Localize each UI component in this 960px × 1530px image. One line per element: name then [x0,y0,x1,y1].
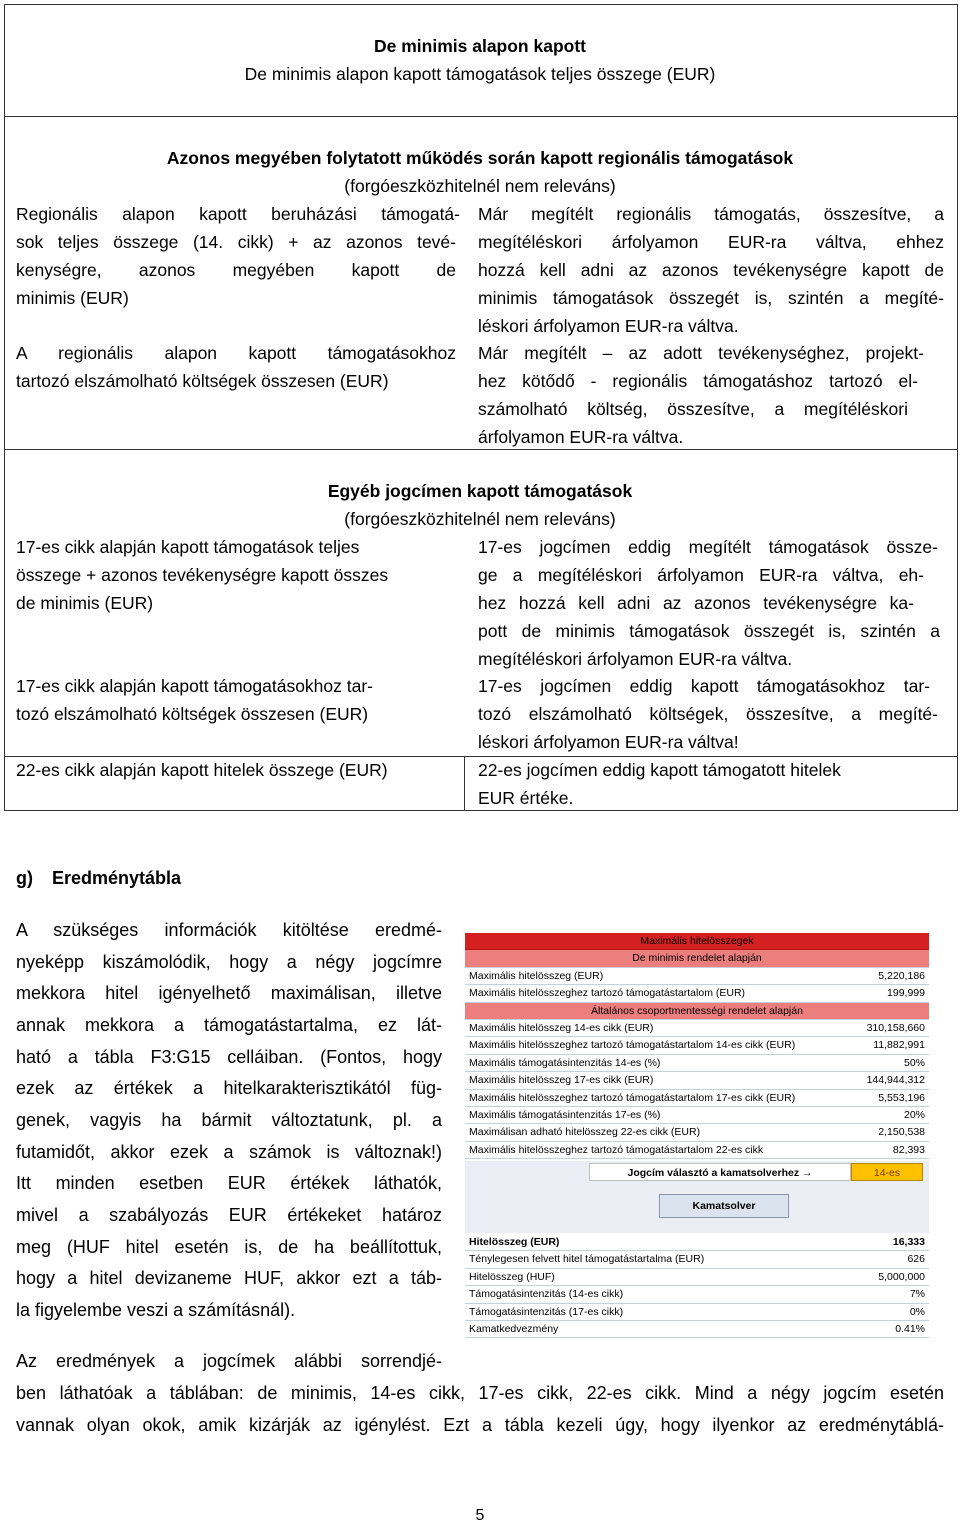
table-row: Maximális hitelösszeghez tartozó támogatástartalom (EUR) 199,999 [465,985,929,1002]
table-row: Maximális támogatásintenzitás 17-es (%) 20% [465,1107,929,1124]
other-divider [464,756,466,811]
other-left-3: 22-es cikk alapján kapott hitelek összege (EUR) [16,760,388,780]
other-note: (forgóeszközhitelnél nem releváns) [344,509,616,529]
claim-select[interactable]: 14-es [851,1163,923,1181]
table-row: Maximális hitelösszeg 17-es cikk (EUR) 144,944,312 [465,1072,929,1089]
table-row: Kamatkedvezmény 0.41% [465,1321,929,1338]
table-row: Hitelösszeg (HUF) 5,000,000 [465,1269,929,1286]
table-row: Maximálisan adható hitelösszeg 22-es cikk (EUR) 2,150,538 [465,1124,929,1141]
regional-note: (forgóeszközhitelnél nem releváns) [344,176,616,196]
table-row: Támogatásintenzitás (17-es cikk) 0% [465,1304,929,1321]
table-header: Maximális hitelösszegek [465,933,929,950]
table-row: Maximális hitelösszeghez tartozó támogatástartalom 17-es cikk (EUR) 5,553,196 [465,1090,929,1107]
de-minimis-title: De minimis alapon kapott [374,36,586,56]
document-page: De minimis alapon kapott De minimis alapon kapott támogatások teljes összege (EUR) Azonos megyében folytatott működés során kapott regionális támogatások (forgóeszközhitelnél nem releváns) Regionális alapon kapott beruházási támogatá- sok teljes összege (14. cikk) + az azonos tevé- kenységre, azonos megyében kapott de minimis (EUR) A regionális alapon kapott támogatásokhoz tartozó elszámolható költségek összesen (EUR) Már megítélt regionális támogatás, összesítve, a megítéléskori árfolyamon EUR-ra váltva, ehhez hozzá kell adni az azonos tevékenységre kapott de minimis támogatások összegét is, szintén a megíté- léskori árfolyamon EUR-ra váltva. Már megítélt – az adott tevékenységhez, projekt- hez kötődő - regionális támogatáshoz tartozó el- számolható költség, összesítve, a megítéléskori árfolyamon EUR-ra váltva. Egyéb jogcímen kapott támogatások (forgóeszközhitelnél nem releváns) 17-es cikk alapján kapott támogatások teljes összege + azonos tevékenységre kapott összes de minimis (EUR) 17-es cikk alapján kapott támogatásokhoz tar- tozó elszámolható költségek összesen (EUR) 22-es cikk alapján kapott hitelek összege (EUR) 17-es jogcímen eddig megítélt támogatások össze- ge a megítéléskori árfolyamon EUR-ra váltva, eh- hez hozzá kell adni az azonos tevékenységre ka- pott de minimis támogatások összegét is, szintén a megítéléskori árfolyamon EUR-ra váltva. 17-es jogcímen eddig kapott támogatásokhoz tar- tozó elszámolható költségek, összesítve, a megíté- léskori árfolyamon EUR-ra váltva! 22-es jogcímen eddig kapott támogatott hitelek EUR értéke. g) Eredménytábla A szükséges információk kitöltése eredmé- nyeképp kiszámolódik, hogy a négy jogcímre mekkora hitel igényelhető maximálisan, illetve annak mekkora a támogatástartalma, ez lát- ható a tábla F3:G15 celláiban. (Fontos, hogy ezek az értékek a hitelkarakterisztikától füg- genek, vagyis ha bármit változtatunk, pl. a futamidőt, akkor ezek a számok is változnak!) Itt minden esetben EUR értékek láthatók, mivel a szabályozás EUR értékeket határoz meg (HUF hitel esetén is, de ha beállítottuk, hogy a hitel devizaneme HUF, akkor ezt a táb- la figyelembe veszi a számításnál). Az eredmények a jogcímek alábbi sorrendjé- ben láthatóak a táblában: de minimis, 14-es cikk, 17-es cikk, 22-es cikk. Mind a négy jogcím esetén vannak olyan okok, amik kizárják az igénylést. Ezt a tábla kezeli úgy, hogy ilyenkor az eredménytáblá- Maximális hitelösszegek De minimis rendelet alapján Maximális hitelösszeg (EUR) 5,220,186 Maximális hitelösszeghez tartozó támogatástartalom (EUR) 199,999 Általános csoportmentességi rendelet alapján Maximális hitelösszeg 14-es cikk (EUR) 310,158,660 Maximális hitelösszeghez tartozó támogatástartalom 14-es cikk (EUR) 11,882,991 Maximális támogatásintenzitás 14-es (%) 50% Maximális hitelösszeg 17-es cikk (EUR) 144,944,312 Maximális hitelösszeghez tartozó támogatástartalom 17-es cikk (EUR) 5,553,196 Maximális támogatásintenzitás 17-es (%) 20% Maximálisan adható hitelösszeg 22-es cikk (EUR) 2,150,538 Maximális hitelösszeghez tartozó támogatástartalom 22-es cikk 82,393 Jogcím választó a kamatsolverhez → 14-es Kamatsolver Hitelösszeg (EUR) 16,333 Ténylegesen felvett hitel támogatástartalma (EUR) 626 Hitelösszeg (HUF) 5,000,000 Támogatásintenzitás (14-es cikk) 7% Támogatásintenzitás (17-es cikk) 0% Kamatkedvezmény 0.41% 5 [0,0,960,1523]
table-row: Maximális támogatásintenzitás 14-es (%) 50% [465,1055,929,1072]
result-table [465,933,929,1338]
table-subheader-deminimis: De minimis rendelet alapján [465,950,929,967]
de-minimis-subtitle: De minimis alapon kapott támogatások teljes összege (EUR) [244,64,716,84]
regional-title: Azonos megyében folytatott működés során kapott regionális támogatások [166,148,794,168]
chooser-label: Jogcím választó a kamatsolverhez → [589,1163,851,1181]
claim-chooser [465,1161,929,1183]
page-number: 5 [475,1507,485,1524]
table-subheader-gber: Általános csoportmentességi rendelet alapján [465,1003,929,1020]
table-row: Ténylegesen felvett hitel támogatástartalma (EUR) 626 [465,1251,929,1268]
table-row: Hitelösszeg (EUR) 16,333 [465,1234,929,1251]
section-heading: Eredménytábla [52,868,182,888]
table-row: Támogatásintenzitás (14-es cikk) 7% [465,1286,929,1303]
table-row: Maximális hitelösszeg 14-es cikk (EUR) 310,158,660 [465,1020,929,1037]
section-letter: g) [16,868,33,888]
kamatsolver-button[interactable]: Kamatsolver [659,1194,789,1218]
table-row: Maximális hitelösszeg (EUR) 5,220,186 [465,968,929,985]
table-row: Maximális hitelösszeghez tartozó támogatástartalom 14-es cikk (EUR) 11,882,991 [465,1037,929,1054]
other-title: Egyéb jogcímen kapott támogatások [327,481,633,501]
table-row: Maximális hitelösszeghez tartozó támogatástartalom 22-es cikk 82,393 [465,1142,929,1159]
